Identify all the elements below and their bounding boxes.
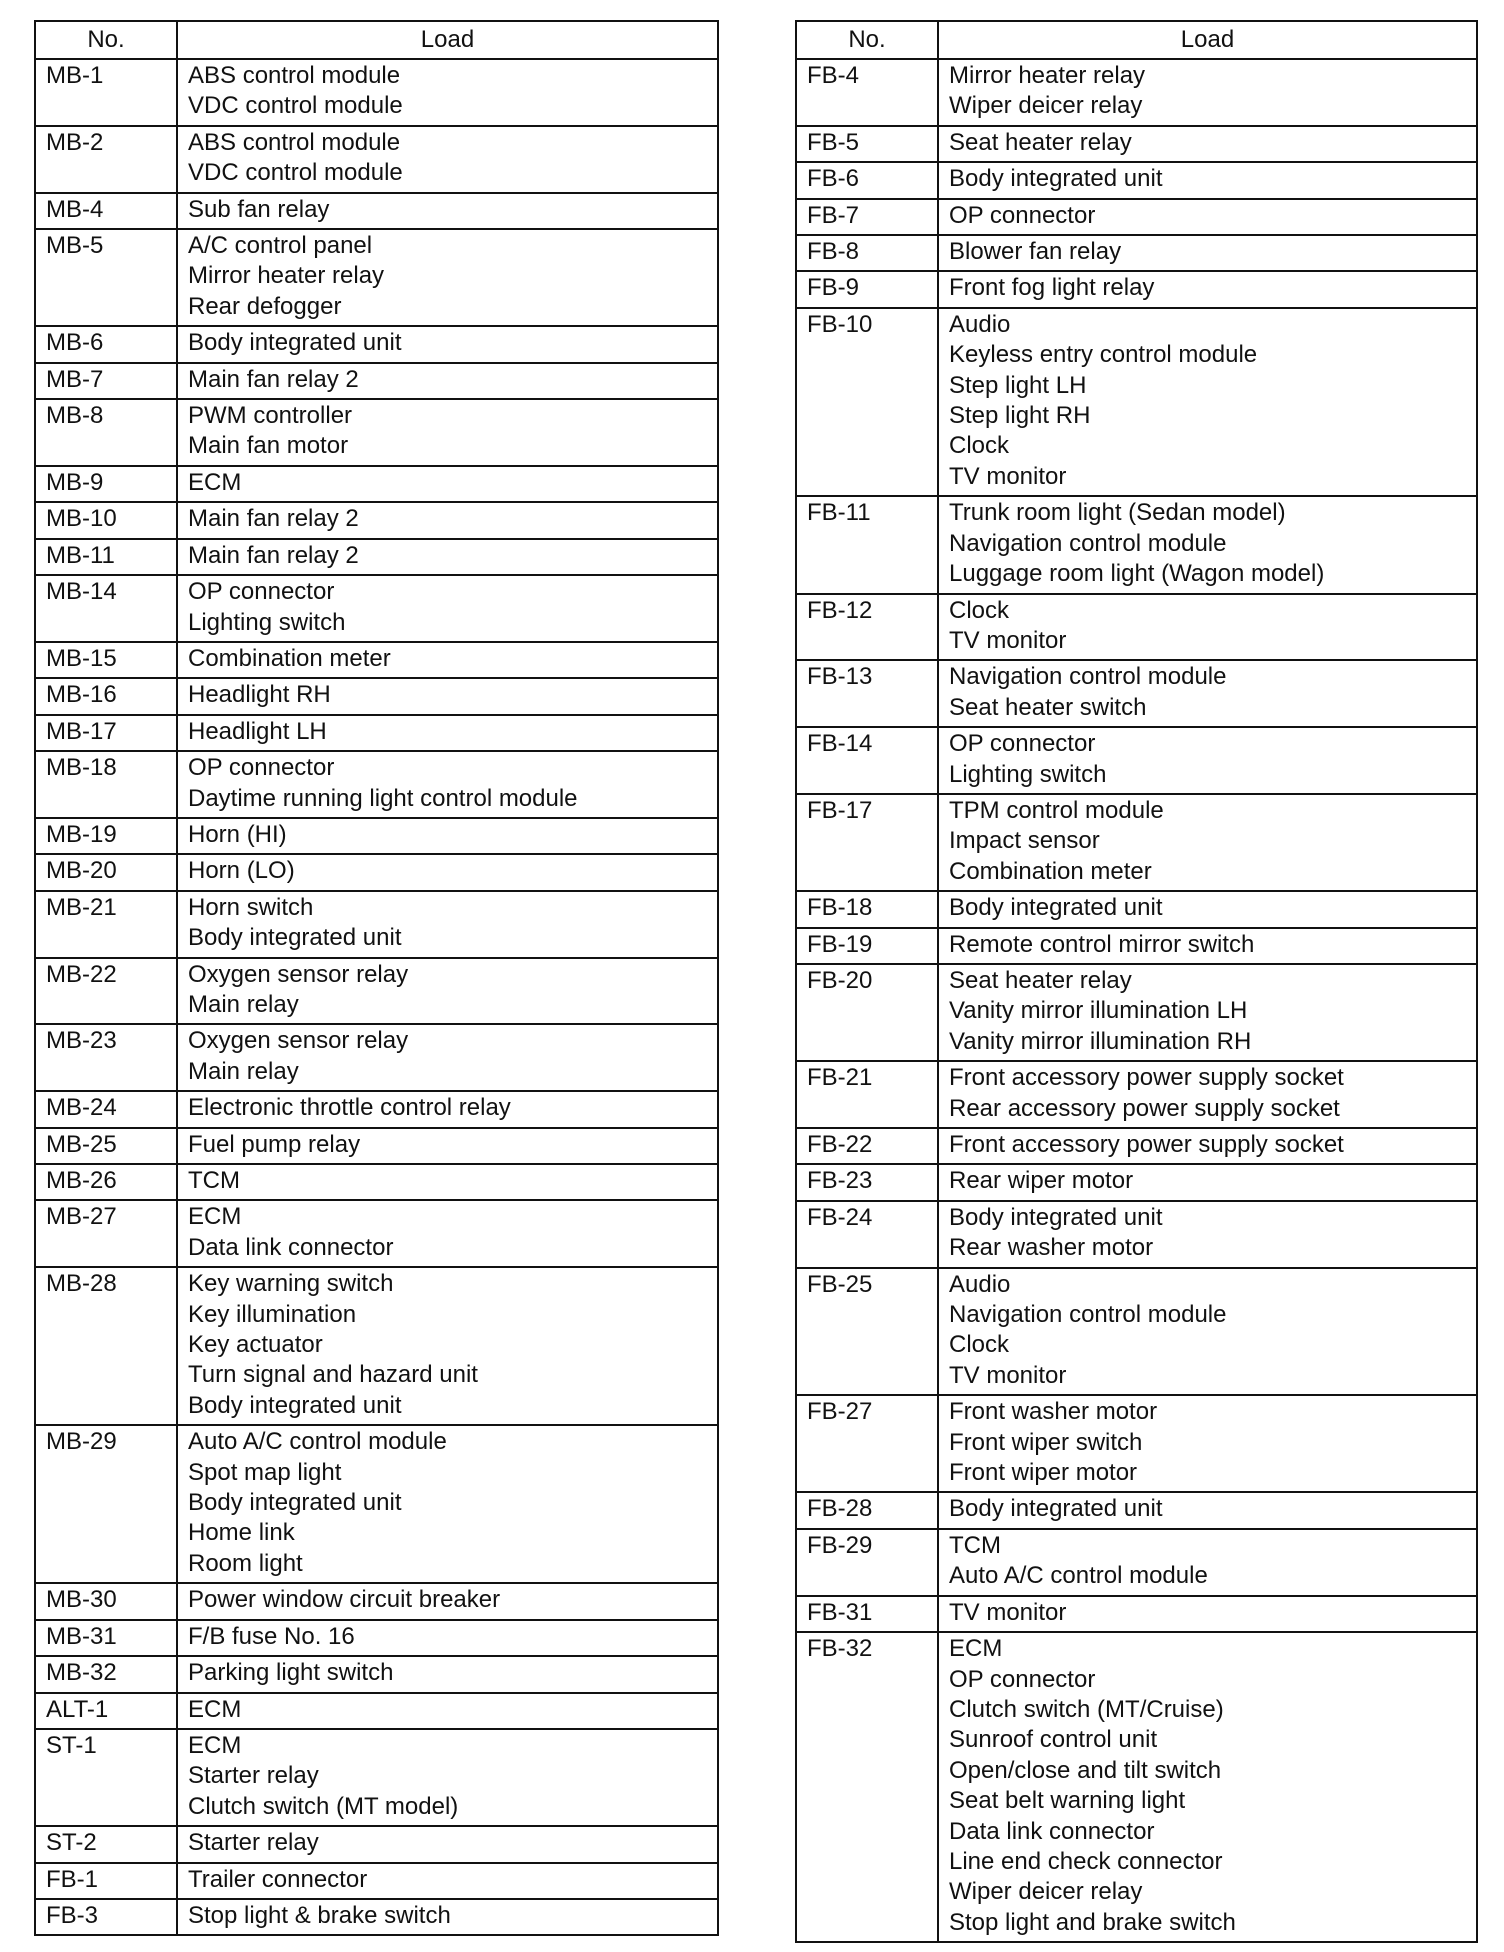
load-item: Main fan relay 2	[188, 505, 359, 533]
load-item: Clock	[949, 596, 1010, 624]
load-cell	[177, 678, 718, 714]
table-row	[35, 1267, 718, 1425]
load-item: A/C control panel	[188, 232, 373, 260]
load-cell	[177, 1200, 718, 1267]
load-item: Combination meter	[949, 857, 1152, 885]
load-item: Sunroof control unit	[949, 1726, 1158, 1754]
load-item: Seat heater relay	[949, 128, 1132, 156]
load-cell	[938, 1201, 1477, 1268]
load-cell	[177, 363, 718, 399]
load-item: Data link connector	[949, 1817, 1155, 1845]
fuse-number: FB-14	[796, 727, 938, 794]
load-item: Daytime running light control module	[188, 784, 578, 812]
table-row	[796, 235, 1477, 271]
load-item: TV monitor	[949, 1598, 1067, 1626]
table-row	[796, 1128, 1477, 1164]
load-item: Sub fan relay	[188, 195, 330, 223]
fuse-number: MB-17	[35, 715, 177, 751]
load-item: Body integrated unit	[949, 1203, 1163, 1231]
fuse-number: MB-11	[35, 539, 177, 575]
load-item: Combination meter	[188, 644, 391, 672]
table-row	[35, 466, 718, 502]
fuse-number: FB-23	[796, 1164, 938, 1200]
load-cell	[938, 1128, 1477, 1164]
load-item: TPM control module	[949, 796, 1164, 824]
table-row	[35, 1128, 718, 1164]
fuse-number: MB-26	[35, 1164, 177, 1200]
load-item: PWM controller	[188, 402, 353, 430]
table-row	[796, 1596, 1477, 1632]
fuse-number: MB-5	[35, 229, 177, 326]
load-cell	[938, 1164, 1477, 1200]
load-cell	[177, 1863, 718, 1899]
table-row	[796, 660, 1477, 727]
column-header-no: No.	[796, 21, 938, 59]
fuse-number: FB-20	[796, 964, 938, 1061]
load-item: OP connector	[949, 201, 1096, 229]
table-row	[35, 958, 718, 1025]
fuse-number: FB-24	[796, 1201, 938, 1268]
load-item: Headlight LH	[188, 717, 327, 745]
load-item: Front wiper motor	[949, 1459, 1138, 1487]
load-cell	[938, 1268, 1477, 1396]
load-item: Line end check connector	[949, 1847, 1223, 1875]
table-header-row	[796, 21, 1477, 59]
load-cell	[938, 496, 1477, 593]
load-cell	[938, 1632, 1477, 1942]
load-item: Front fog light relay	[949, 274, 1155, 302]
table-row	[796, 964, 1477, 1061]
load-item: Rear wiper motor	[949, 1167, 1134, 1195]
load-item: Stop light & brake switch	[188, 1901, 451, 1929]
table-row	[35, 1899, 718, 1935]
load-cell	[938, 928, 1477, 964]
fuse-number: FB-1	[35, 1863, 177, 1899]
fuse-table-right	[795, 20, 1478, 1943]
load-cell	[177, 891, 718, 958]
load-cell	[177, 229, 718, 326]
table-row	[35, 715, 718, 751]
table-row	[35, 1091, 718, 1127]
load-item: OP connector	[188, 754, 335, 782]
load-item: Rear accessory power supply socket	[949, 1094, 1340, 1122]
load-item: Power window circuit breaker	[188, 1586, 501, 1614]
table-row	[796, 727, 1477, 794]
load-item: Home link	[188, 1519, 295, 1547]
table-row	[796, 1201, 1477, 1268]
table-row	[796, 1395, 1477, 1492]
load-item: VDC control module	[188, 159, 403, 187]
load-item: Front accessory power supply socket	[949, 1131, 1344, 1158]
load-cell	[938, 1395, 1477, 1492]
load-cell	[938, 1596, 1477, 1632]
fuse-number: MB-18	[35, 751, 177, 818]
load-cell	[177, 854, 718, 890]
table-row	[796, 928, 1477, 964]
load-item: Horn (HI)	[188, 820, 287, 848]
fuse-number: FB-28	[796, 1492, 938, 1528]
fuse-number: FB-12	[796, 594, 938, 661]
table-row	[796, 199, 1477, 235]
load-item: Navigation control module	[949, 529, 1227, 557]
column-header-load: Load	[938, 21, 1477, 59]
load-item: Vanity mirror illumination LH	[949, 997, 1248, 1025]
fuse-number: ST-2	[35, 1826, 177, 1862]
table-row	[796, 1492, 1477, 1528]
table-row	[796, 1632, 1477, 1942]
load-item: Step light LH	[949, 371, 1087, 399]
load-item: Starter relay	[188, 1829, 319, 1857]
load-item: ECM	[188, 1695, 242, 1723]
load-item: Parking light switch	[188, 1659, 394, 1687]
table-row	[35, 575, 718, 642]
load-item: Trunk room light (Sedan model)	[949, 499, 1286, 527]
load-cell	[938, 235, 1477, 271]
load-item: Rear defogger	[188, 292, 342, 320]
load-item: Horn (LO)	[188, 857, 295, 885]
fuse-number: MB-2	[35, 126, 177, 193]
load-item: Wiper deicer relay	[949, 92, 1143, 120]
load-cell	[177, 751, 718, 818]
fuse-number: MB-9	[35, 466, 177, 502]
load-item: Room light	[188, 1549, 303, 1577]
fuse-number: FB-11	[796, 496, 938, 593]
load-cell	[938, 199, 1477, 235]
table-row	[35, 818, 718, 854]
fuse-number: FB-31	[796, 1596, 938, 1632]
load-item: Audio	[949, 1270, 1011, 1298]
fuse-number: MB-24	[35, 1091, 177, 1127]
load-item: Open/close and tilt switch	[949, 1756, 1222, 1784]
load-item: ECM	[949, 1635, 1003, 1663]
fuse-number: MB-27	[35, 1200, 177, 1267]
load-item: Mirror heater relay	[188, 262, 385, 290]
fuse-number: FB-18	[796, 891, 938, 927]
table-row	[35, 229, 718, 326]
load-cell	[177, 1899, 718, 1935]
load-cell	[177, 126, 718, 193]
load-item: Mirror heater relay	[949, 62, 1146, 89]
load-cell	[177, 502, 718, 538]
fuse-number: FB-7	[796, 199, 938, 235]
fuse-number: MB-10	[35, 502, 177, 538]
load-item: Headlight RH	[188, 681, 331, 709]
load-cell	[938, 271, 1477, 307]
table-row	[35, 854, 718, 890]
load-cell	[177, 1091, 718, 1127]
fuse-number: MB-21	[35, 891, 177, 958]
fuse-number: FB-5	[796, 126, 938, 162]
fuse-number: MB-31	[35, 1620, 177, 1656]
load-item: Luggage room light (Wagon model)	[949, 560, 1325, 588]
load-item: TCM	[949, 1531, 1001, 1559]
load-item: Clutch switch (MT/Cruise)	[949, 1695, 1224, 1723]
load-cell	[938, 1492, 1477, 1528]
fuse-number: FB-10	[796, 308, 938, 496]
table-row	[35, 1583, 718, 1619]
load-cell	[938, 308, 1477, 496]
table-row	[35, 193, 718, 229]
load-cell	[938, 126, 1477, 162]
table-row	[796, 162, 1477, 198]
table-row	[35, 1200, 718, 1267]
fuse-number: MB-23	[35, 1024, 177, 1091]
table-row	[796, 1061, 1477, 1128]
fuse-number: FB-3	[35, 1899, 177, 1935]
load-item: Vanity mirror illumination RH	[949, 1027, 1252, 1055]
load-item: Auto A/C control module	[188, 1428, 447, 1456]
table-row	[796, 594, 1477, 661]
load-item: ECM	[188, 1203, 242, 1231]
table-row	[796, 1164, 1477, 1200]
load-item: Stop light and brake switch	[949, 1908, 1236, 1936]
table-row	[35, 363, 718, 399]
table-row	[35, 1863, 718, 1899]
table-row	[796, 308, 1477, 496]
load-item: Body integrated unit	[949, 894, 1163, 922]
table-row	[35, 751, 718, 818]
fuse-number: MB-19	[35, 818, 177, 854]
load-item: Horn switch	[188, 893, 314, 921]
load-item: Clutch switch (MT model)	[188, 1792, 459, 1820]
fuse-number: FB-8	[796, 235, 938, 271]
load-item: Front wiper switch	[949, 1428, 1143, 1456]
load-item: Auto A/C control module	[949, 1562, 1208, 1590]
fuse-number: ALT-1	[35, 1693, 177, 1729]
table-row	[35, 1425, 718, 1583]
load-item: Body integrated unit	[188, 1489, 402, 1517]
load-cell	[177, 1024, 718, 1091]
load-cell	[177, 575, 718, 642]
load-item: Lighting switch	[949, 760, 1107, 788]
load-item: VDC control module	[188, 92, 403, 120]
load-item: Oxygen sensor relay	[188, 960, 409, 988]
load-item: Navigation control module	[949, 1301, 1227, 1329]
load-item: Front washer motor	[949, 1398, 1158, 1426]
table-row	[796, 794, 1477, 891]
fuse-table-body	[796, 59, 1477, 1942]
table-row	[35, 1656, 718, 1692]
table-row	[35, 326, 718, 362]
load-cell	[177, 1128, 718, 1164]
table-row	[35, 1729, 718, 1826]
fuse-number: FB-25	[796, 1268, 938, 1396]
load-cell	[938, 660, 1477, 727]
load-cell	[938, 727, 1477, 794]
load-item: Body integrated unit	[949, 165, 1163, 193]
fuse-number: FB-27	[796, 1395, 938, 1492]
load-item: Turn signal and hazard unit	[188, 1361, 478, 1389]
load-item: ECM	[188, 1731, 242, 1759]
load-item: Front accessory power supply socket	[949, 1064, 1344, 1092]
load-item: Main fan motor	[188, 432, 349, 460]
fuse-number: FB-21	[796, 1061, 938, 1128]
load-cell	[938, 59, 1477, 126]
load-item: Remote control mirror switch	[949, 930, 1255, 958]
load-item: Rear washer motor	[949, 1234, 1154, 1262]
fuse-number: MB-32	[35, 1656, 177, 1692]
load-item: Fuel pump relay	[188, 1130, 361, 1158]
load-cell	[938, 794, 1477, 891]
table-row	[796, 59, 1477, 126]
fuse-number: FB-13	[796, 660, 938, 727]
load-item: Main fan relay 2	[188, 365, 359, 393]
load-cell	[177, 715, 718, 751]
column-header-load: Load	[177, 21, 718, 59]
load-item: Trailer connector	[188, 1865, 368, 1893]
fuse-number: MB-6	[35, 326, 177, 362]
column-header-no: No.	[35, 21, 177, 59]
load-item: Electronic throttle control relay	[188, 1094, 511, 1122]
load-item: Main relay	[188, 1057, 299, 1085]
load-cell	[938, 891, 1477, 927]
table-row	[35, 59, 718, 126]
fuse-number: FB-17	[796, 794, 938, 891]
table-row	[796, 1529, 1477, 1596]
load-item: TCM	[188, 1167, 240, 1194]
load-cell	[177, 642, 718, 678]
load-item: Seat heater switch	[949, 693, 1147, 721]
load-item: Main fan relay 2	[188, 541, 359, 569]
load-item: Starter relay	[188, 1762, 319, 1790]
fuse-number: MB-8	[35, 399, 177, 466]
load-item: Wiper deicer relay	[949, 1878, 1143, 1906]
fuse-number: MB-15	[35, 642, 177, 678]
table-row	[796, 126, 1477, 162]
load-item: ABS control module	[188, 128, 401, 156]
load-item: Lighting switch	[188, 608, 346, 636]
load-item: Key illumination	[188, 1300, 357, 1328]
table-row	[35, 642, 718, 678]
fuse-number: ST-1	[35, 1729, 177, 1826]
load-item: Seat heater relay	[949, 966, 1132, 994]
load-cell	[177, 539, 718, 575]
load-item: Spot map light	[188, 1458, 342, 1486]
load-item: Blower fan relay	[949, 238, 1122, 266]
load-item: ECM	[188, 468, 242, 496]
fuse-number: MB-22	[35, 958, 177, 1025]
load-item: ABS control module	[188, 62, 401, 89]
fuse-number: MB-25	[35, 1128, 177, 1164]
load-cell	[938, 162, 1477, 198]
table-row	[35, 1826, 718, 1862]
table-row	[35, 399, 718, 466]
load-item: Body integrated unit	[188, 329, 402, 357]
load-item: TV monitor	[949, 626, 1067, 654]
load-cell	[177, 1425, 718, 1583]
fuse-number: FB-4	[796, 59, 938, 126]
load-cell	[177, 399, 718, 466]
load-cell	[177, 193, 718, 229]
fuse-number: MB-20	[35, 854, 177, 890]
load-item: Clock	[949, 1331, 1010, 1359]
load-cell	[177, 1656, 718, 1692]
fuse-number: MB-29	[35, 1425, 177, 1583]
load-item: Body integrated unit	[188, 924, 402, 952]
table-row	[35, 891, 718, 958]
load-cell	[177, 818, 718, 854]
fuse-number: FB-32	[796, 1632, 938, 1942]
load-item: Oxygen sensor relay	[188, 1027, 409, 1055]
fuse-number: FB-22	[796, 1128, 938, 1164]
load-item: Keyless entry control module	[949, 341, 1258, 369]
load-cell	[177, 466, 718, 502]
load-item: Key warning switch	[188, 1270, 394, 1298]
load-item: Clock	[949, 432, 1010, 460]
load-cell	[177, 326, 718, 362]
fuse-number: FB-19	[796, 928, 938, 964]
load-cell	[177, 1620, 718, 1656]
load-item: OP connector	[949, 1665, 1096, 1693]
load-item: Key actuator	[188, 1331, 323, 1359]
fuse-number: MB-16	[35, 678, 177, 714]
load-item: TV monitor	[949, 1361, 1067, 1389]
load-cell	[938, 1061, 1477, 1128]
load-item: F/B fuse No. 16	[188, 1622, 355, 1650]
table-row	[35, 1164, 718, 1200]
fuse-number: FB-6	[796, 162, 938, 198]
fuse-number: FB-29	[796, 1529, 938, 1596]
load-cell	[177, 1164, 718, 1200]
fuse-number: MB-30	[35, 1583, 177, 1619]
table-row	[35, 126, 718, 193]
fuse-number: MB-14	[35, 575, 177, 642]
load-item: Seat belt warning light	[949, 1787, 1186, 1815]
table-row	[796, 271, 1477, 307]
fuse-table-body	[35, 59, 718, 1935]
table-row	[35, 1693, 718, 1729]
load-item: OP connector	[188, 578, 335, 606]
load-cell	[177, 1267, 718, 1425]
load-cell	[938, 964, 1477, 1061]
load-cell	[177, 1693, 718, 1729]
table-row	[35, 1024, 718, 1091]
load-item: Step light RH	[949, 402, 1091, 430]
load-item: Impact sensor	[949, 827, 1100, 855]
load-item: Navigation control module	[949, 663, 1227, 691]
fuse-table-left	[34, 20, 719, 1936]
fuse-number: MB-1	[35, 59, 177, 126]
load-cell	[938, 594, 1477, 661]
load-cell	[177, 958, 718, 1025]
table-header-row	[35, 21, 718, 59]
load-item: OP connector	[949, 730, 1096, 758]
load-item: Audio	[949, 310, 1011, 338]
table-row	[35, 502, 718, 538]
table-row	[35, 539, 718, 575]
load-cell	[177, 1729, 718, 1826]
table-row	[796, 1268, 1477, 1396]
load-item: Main relay	[188, 990, 299, 1018]
load-item: Body integrated unit	[188, 1391, 402, 1419]
table-row	[796, 496, 1477, 593]
load-cell	[177, 59, 718, 126]
load-cell	[938, 1529, 1477, 1596]
table-row	[796, 891, 1477, 927]
load-item: TV monitor	[949, 462, 1067, 490]
load-item: Data link connector	[188, 1233, 394, 1261]
fuse-number: FB-9	[796, 271, 938, 307]
fuse-number: MB-4	[35, 193, 177, 229]
table-row	[35, 678, 718, 714]
table-row	[35, 1620, 718, 1656]
load-item: Body integrated unit	[949, 1495, 1163, 1523]
load-cell	[177, 1826, 718, 1862]
load-cell	[177, 1583, 718, 1619]
fuse-number: MB-28	[35, 1267, 177, 1425]
fuse-number: MB-7	[35, 363, 177, 399]
